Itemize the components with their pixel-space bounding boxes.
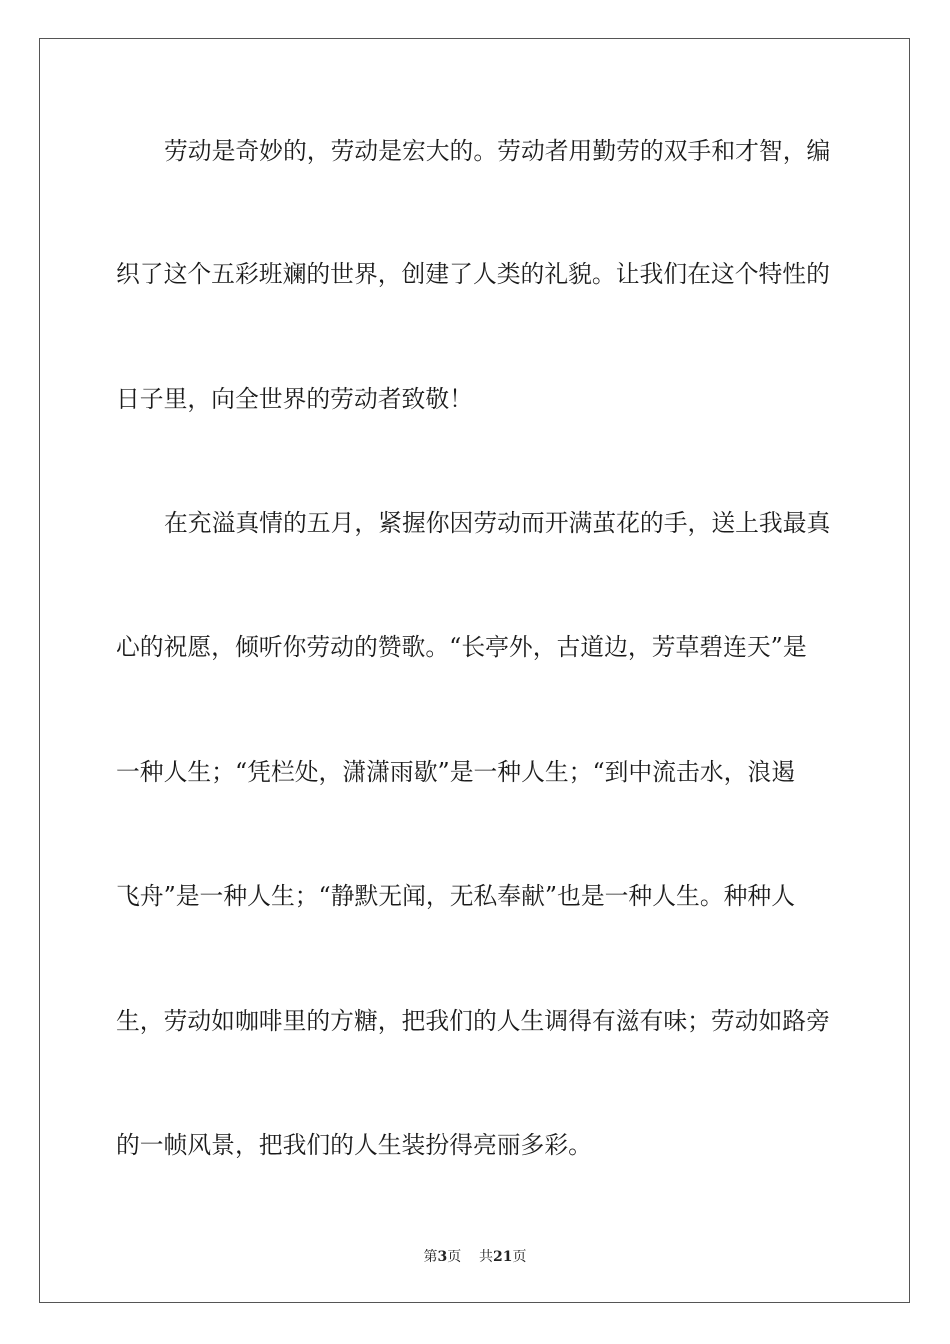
paragraph-1-line-1: 劳动是奇妙的，劳动是宏大的。劳动者用勤劳的双手和才智，编 [164,137,831,165]
paragraph-2-line-3: 一种人生；“凭栏处，潇潇雨歇”是一种人生；“到中流击水，浪遏 [116,758,796,786]
paragraph-2-line-4: 飞舟”是一种人生；“静默无闻，无私奉献”也是一种人生。种种人 [116,882,796,910]
paragraph-2-line-1: 在充溢真情的五月，紧握你因劳动而开满茧花的手，送上我最真 [164,509,831,537]
page-total-prefix: 共 [479,1249,494,1265]
page-number-prefix: 第 [423,1249,438,1265]
page-footer [0,1248,950,1266]
paragraph-2-line-5: 生，劳动如咖啡里的方糖，把我们的人生调得有滋有味；劳动如路旁 [116,1007,830,1035]
page-number-suffix: 页 [447,1249,462,1265]
paragraph-1-line-2: 织了这个五彩班斓的世界，创建了人类的礼貌。让我们在这个特性的 [116,260,830,288]
page-total-suffix: 页 [512,1249,527,1265]
page-number-current: 3 [437,1249,448,1265]
paragraph-1-line-3: 日子里，向全世界的劳动者致敬！ [116,385,473,413]
paragraph-2-line-2: 心的祝愿，倾听你劳动的赞歌。“长亭外，古道边，芳草碧连天”是 [116,633,807,661]
paragraph-2-line-6: 的一帧风景，把我们的人生装扮得亮丽多彩。 [116,1131,592,1159]
page-total-count: 21 [493,1249,513,1265]
page-border [39,38,910,1303]
